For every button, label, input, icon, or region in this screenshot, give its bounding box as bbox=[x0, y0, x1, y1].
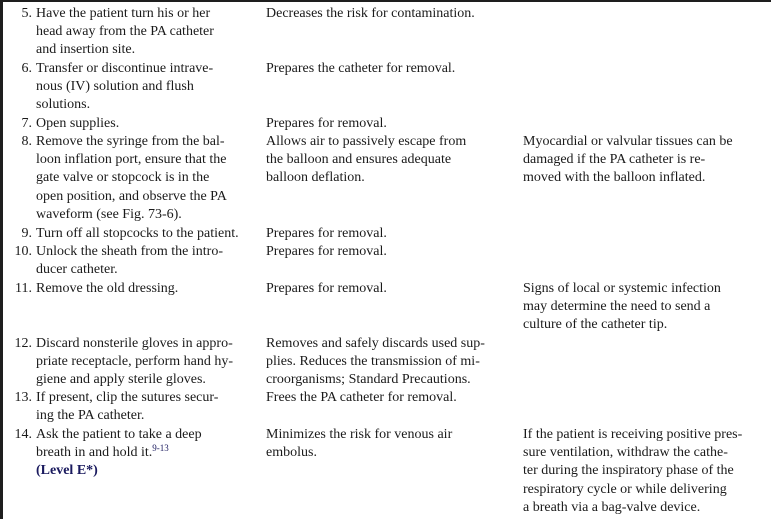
step-line bbox=[36, 5, 254, 23]
step-line bbox=[36, 243, 254, 261]
step-line bbox=[36, 188, 254, 206]
step-cell bbox=[14, 426, 254, 481]
step-line-text: Remove the syringe from the bal- bbox=[36, 134, 225, 149]
rationale-cell bbox=[266, 133, 511, 188]
step-line-text: solutions. bbox=[36, 97, 91, 113]
step-cell bbox=[14, 335, 254, 390]
rationale-cell bbox=[266, 115, 511, 133]
special-line: Myocardial or valvular tissues can be bbox=[523, 134, 733, 149]
step-text bbox=[14, 115, 254, 133]
rationale-line: balloon deflation. bbox=[266, 170, 365, 186]
rationale-text bbox=[266, 243, 511, 261]
rationale-line: Prepares for removal. bbox=[266, 116, 387, 131]
rationale-cell bbox=[266, 225, 511, 243]
step-line-text: breath in and hold it. bbox=[36, 445, 153, 461]
step-number: 6. bbox=[21, 61, 32, 76]
step-line bbox=[36, 133, 254, 151]
step-number: 13. bbox=[14, 390, 32, 405]
rationale-text bbox=[266, 133, 511, 188]
step-cell bbox=[14, 280, 254, 298]
step-number: 7. bbox=[21, 116, 32, 131]
rationale-line: Prepares for removal. bbox=[266, 244, 387, 259]
rationale-text bbox=[266, 426, 511, 462]
step-line-text: Have the patient turn his or her bbox=[36, 6, 211, 21]
step-text bbox=[14, 426, 254, 481]
rationale-line: the balloon and ensures adequate bbox=[266, 152, 452, 168]
step-cell bbox=[14, 115, 254, 133]
step-line bbox=[36, 426, 254, 444]
special-line: respiratory cycle or while delivering bbox=[523, 481, 727, 497]
step-text bbox=[14, 389, 254, 425]
step-line-text: and insertion site. bbox=[36, 42, 136, 58]
step-line-text: priate receptacle, perform hand hy- bbox=[36, 354, 234, 370]
special-text bbox=[523, 133, 768, 188]
rationale-line: Prepares the catheter for removal. bbox=[266, 61, 456, 76]
special-line: moved with the balloon inflated. bbox=[523, 170, 706, 186]
rationale-line: Removes and safely discards used sup- bbox=[266, 336, 485, 351]
rationale-cell bbox=[266, 60, 511, 78]
rationale-line: Minimizes the risk for venous air bbox=[266, 427, 453, 442]
step-line-text: If present, clip the sutures secur- bbox=[36, 390, 219, 405]
step-line-text: Open supplies. bbox=[36, 116, 120, 131]
step-text bbox=[14, 280, 254, 298]
rationale-cell bbox=[266, 389, 511, 407]
rationale-text bbox=[266, 60, 511, 78]
step-number: 9. bbox=[21, 226, 32, 241]
special-text bbox=[523, 280, 768, 335]
special-text bbox=[523, 426, 768, 517]
rationale-line: Decreases the risk for contamination. bbox=[266, 6, 475, 21]
reference-superscript: 9-13 bbox=[152, 443, 169, 454]
page-frame-top bbox=[0, 0, 771, 2]
step-cell bbox=[14, 389, 254, 425]
step-number: 10. bbox=[14, 244, 32, 259]
special-cell bbox=[523, 280, 768, 335]
rationale-text bbox=[266, 389, 511, 407]
rationale-cell bbox=[266, 426, 511, 462]
rationale-line: Prepares for removal. bbox=[266, 226, 387, 241]
step-line-text: Ask the patient to take a deep bbox=[36, 427, 202, 442]
rationale-cell bbox=[266, 335, 511, 390]
step-line bbox=[36, 115, 254, 133]
step-number: 12. bbox=[14, 336, 32, 351]
step-line-text: head away from the PA catheter bbox=[36, 24, 214, 40]
step-line bbox=[36, 353, 254, 371]
step-line bbox=[36, 96, 254, 114]
step-text bbox=[14, 60, 254, 115]
step-line-text: Transfer or discontinue intrave- bbox=[36, 61, 214, 76]
rationale-line: croorganisms; Standard Precautions. bbox=[266, 372, 471, 388]
step-line-text: loon inflation port, ensure that the bbox=[36, 152, 227, 168]
rationale-cell bbox=[266, 280, 511, 298]
special-cell bbox=[523, 426, 768, 517]
step-line-text: Turn off all stopcocks to the patient. bbox=[36, 226, 239, 241]
rationale-line: embolus. bbox=[266, 445, 317, 461]
rationale-text bbox=[266, 225, 511, 243]
step-text bbox=[14, 225, 254, 243]
rationale-text bbox=[266, 115, 511, 133]
step-line bbox=[36, 280, 254, 298]
rationale-text bbox=[266, 5, 511, 23]
special-line: may determine the need to send a bbox=[523, 299, 711, 315]
special-line: a breath via a bag-valve device. bbox=[523, 499, 701, 515]
step-line bbox=[36, 23, 254, 41]
rationale-cell bbox=[266, 243, 511, 261]
special-line: sure ventilation, withdraw the cathe- bbox=[523, 445, 728, 461]
step-text bbox=[14, 243, 254, 279]
step-line-text: gate valve or stopcock is in the bbox=[36, 170, 210, 186]
step-line bbox=[36, 444, 254, 462]
step-cell bbox=[14, 243, 254, 279]
step-line bbox=[36, 389, 254, 407]
step-cell bbox=[14, 60, 254, 115]
step-number: 11. bbox=[15, 281, 32, 296]
rationale-cell bbox=[266, 5, 511, 23]
step-number: 14. bbox=[14, 427, 32, 442]
step-line-text: waveform (see Fig. 73-6). bbox=[36, 206, 182, 222]
rationale-line: Allows air to passively escape from bbox=[266, 134, 467, 149]
special-cell bbox=[523, 133, 768, 188]
step-line bbox=[36, 371, 254, 389]
step-line bbox=[36, 60, 254, 78]
step-line bbox=[36, 261, 254, 279]
special-line: culture of the catheter tip. bbox=[523, 317, 668, 333]
special-line: damaged if the PA catheter is re- bbox=[523, 152, 706, 168]
rationale-text bbox=[266, 280, 511, 298]
rationale-line: Frees the PA catheter for removal. bbox=[266, 390, 457, 405]
step-text bbox=[14, 335, 254, 390]
step-line-text: ducer catheter. bbox=[36, 262, 118, 278]
step-cell bbox=[14, 133, 254, 224]
evidence-level: (Level E*) bbox=[36, 463, 98, 479]
step-line bbox=[36, 151, 254, 169]
step-text bbox=[14, 5, 254, 60]
step-line-text: open position, and observe the PA bbox=[36, 188, 227, 204]
step-line-text: Unlock the sheath from the intro- bbox=[36, 244, 224, 259]
step-line-text: giene and apply sterile gloves. bbox=[36, 372, 206, 388]
step-line bbox=[36, 407, 254, 425]
step-cell bbox=[14, 5, 254, 60]
step-text bbox=[14, 133, 254, 224]
page-frame-left bbox=[0, 0, 3, 519]
step-line-text: nous (IV) solution and flush bbox=[36, 79, 194, 95]
rationale-line: plies. Reduces the transmission of mi- bbox=[266, 354, 480, 370]
rationale-text bbox=[266, 335, 511, 390]
step-line bbox=[36, 78, 254, 96]
step-line-text: Remove the old dressing. bbox=[36, 281, 179, 296]
step-line bbox=[36, 225, 254, 243]
special-line: If the patient is receiving positive pres- bbox=[523, 427, 743, 442]
step-line-text: Discard nonsterile gloves in appro- bbox=[36, 336, 233, 351]
step-line bbox=[36, 41, 254, 59]
rationale-line: Prepares for removal. bbox=[266, 281, 387, 296]
step-line-text: ing the PA catheter. bbox=[36, 408, 145, 424]
step-number: 8. bbox=[21, 134, 32, 149]
step-cell bbox=[14, 225, 254, 243]
special-line: ter during the inspiratory phase of the bbox=[523, 463, 734, 479]
step-line bbox=[36, 169, 254, 187]
step-line bbox=[36, 335, 254, 353]
special-line: Signs of local or systemic infection bbox=[523, 281, 721, 296]
step-number: 5. bbox=[21, 6, 32, 21]
step-line bbox=[36, 206, 254, 224]
